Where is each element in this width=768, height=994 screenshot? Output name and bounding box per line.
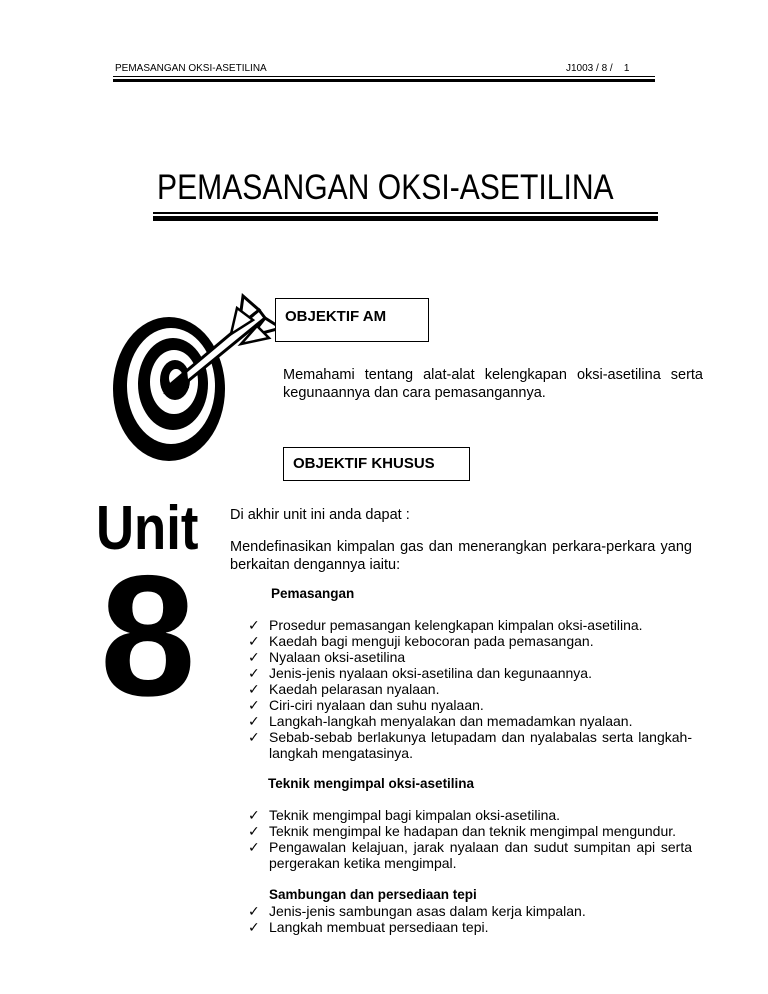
- check-icon: ✓: [248, 697, 260, 713]
- unit-number: 8: [100, 540, 192, 732]
- check-icon: ✓: [248, 681, 260, 697]
- list-item: ✓ Prosedur pemasangan kelengkapan kimpalan oksi-asetilina.: [248, 617, 643, 633]
- list-item: ✓ Langkah membuat persediaan tepi.: [248, 919, 489, 935]
- list-item: ✓ Langkah-langkah menyalakan dan memadamkan nyalaan.: [248, 713, 633, 729]
- list-item: ✓ Kaedah pelarasan nyalaan.: [248, 681, 440, 697]
- section-heading-pemasangan: Pemasangan: [271, 586, 355, 601]
- header-rule-thin: [113, 76, 655, 77]
- list-item: ✓ Jenis-jenis sambungan asas dalam kerja kimpalan.: [248, 903, 586, 919]
- running-header-left: PEMASANGAN OKSI-ASETILINA: [115, 63, 267, 74]
- list-item: ✓ Nyalaan oksi-asetilina: [248, 649, 406, 665]
- list-item: ✓ Pengawalan kelajuan, jarak nyalaan dan sudut sumpitan api serta pergerakan ketika mengimpal.: [248, 839, 692, 871]
- target-with-arrow-icon: [105, 290, 275, 490]
- check-icon: ✓: [248, 807, 260, 823]
- check-icon: ✓: [248, 823, 260, 839]
- list-item: ✓ Jenis-jenis nyalaan oksi-asetilina dan kegunaannya.: [248, 665, 592, 681]
- list-teknik: [248, 807, 692, 871]
- list-item: ✓ Ciri-ciri nyalaan dan suhu nyalaan.: [248, 697, 484, 713]
- header-rule-thick: [113, 79, 655, 82]
- check-icon: ✓: [248, 617, 260, 633]
- list-pemasangan: [248, 617, 692, 761]
- check-icon: ✓: [248, 903, 260, 919]
- list-item: ✓ Teknik mengimpal ke hadapan dan teknik mengimpal mengundur.: [248, 823, 677, 839]
- definition-text: Mendefinasikan kimpalan gas dan menerangkan perkara-perkara yang berkaitan dengannya iaitu:: [230, 539, 692, 573]
- check-icon: ✓: [248, 919, 260, 935]
- list-item: ✓ Teknik mengimpal bagi kimpalan oksi-asetilina.: [248, 807, 561, 823]
- title-rule-thick: [153, 216, 658, 221]
- objektif-khusus-box: OBJEKTIF KHUSUS: [283, 447, 470, 481]
- page-title: PEMASANGAN OKSI-ASETILINA: [157, 168, 614, 207]
- check-icon: ✓: [248, 633, 260, 649]
- unit-label: Unit: [96, 494, 199, 563]
- intro-text: Di akhir unit ini anda dapat :: [230, 507, 410, 523]
- check-icon: ✓: [248, 729, 260, 745]
- objektif-am-box: OBJEKTIF AM: [275, 298, 429, 342]
- running-header-right: J1003 / 8 / 1: [566, 63, 630, 74]
- check-icon: ✓: [248, 839, 260, 855]
- section-heading-sambungan: Sambungan dan persediaan tepi: [269, 887, 477, 902]
- check-icon: ✓: [248, 649, 260, 665]
- section-heading-teknik: Teknik mengimpal oksi-asetilina: [268, 776, 475, 791]
- list-sambungan: [248, 903, 692, 935]
- check-icon: ✓: [248, 713, 260, 729]
- list-item: ✓ Kaedah bagi menguji kebocoran pada pemasangan.: [248, 633, 594, 649]
- objektif-am-text: Memahami tentang alat-alat kelengkapan oksi-asetilina serta kegunaannya dan cara pemasangannya.: [283, 367, 703, 401]
- check-icon: ✓: [248, 665, 260, 681]
- title-rule-thin: [153, 212, 658, 214]
- list-item: ✓ Sebab-sebab berlakunya letupadam dan nyalabalas serta langkah-langkah mengatasinya.: [248, 729, 692, 761]
